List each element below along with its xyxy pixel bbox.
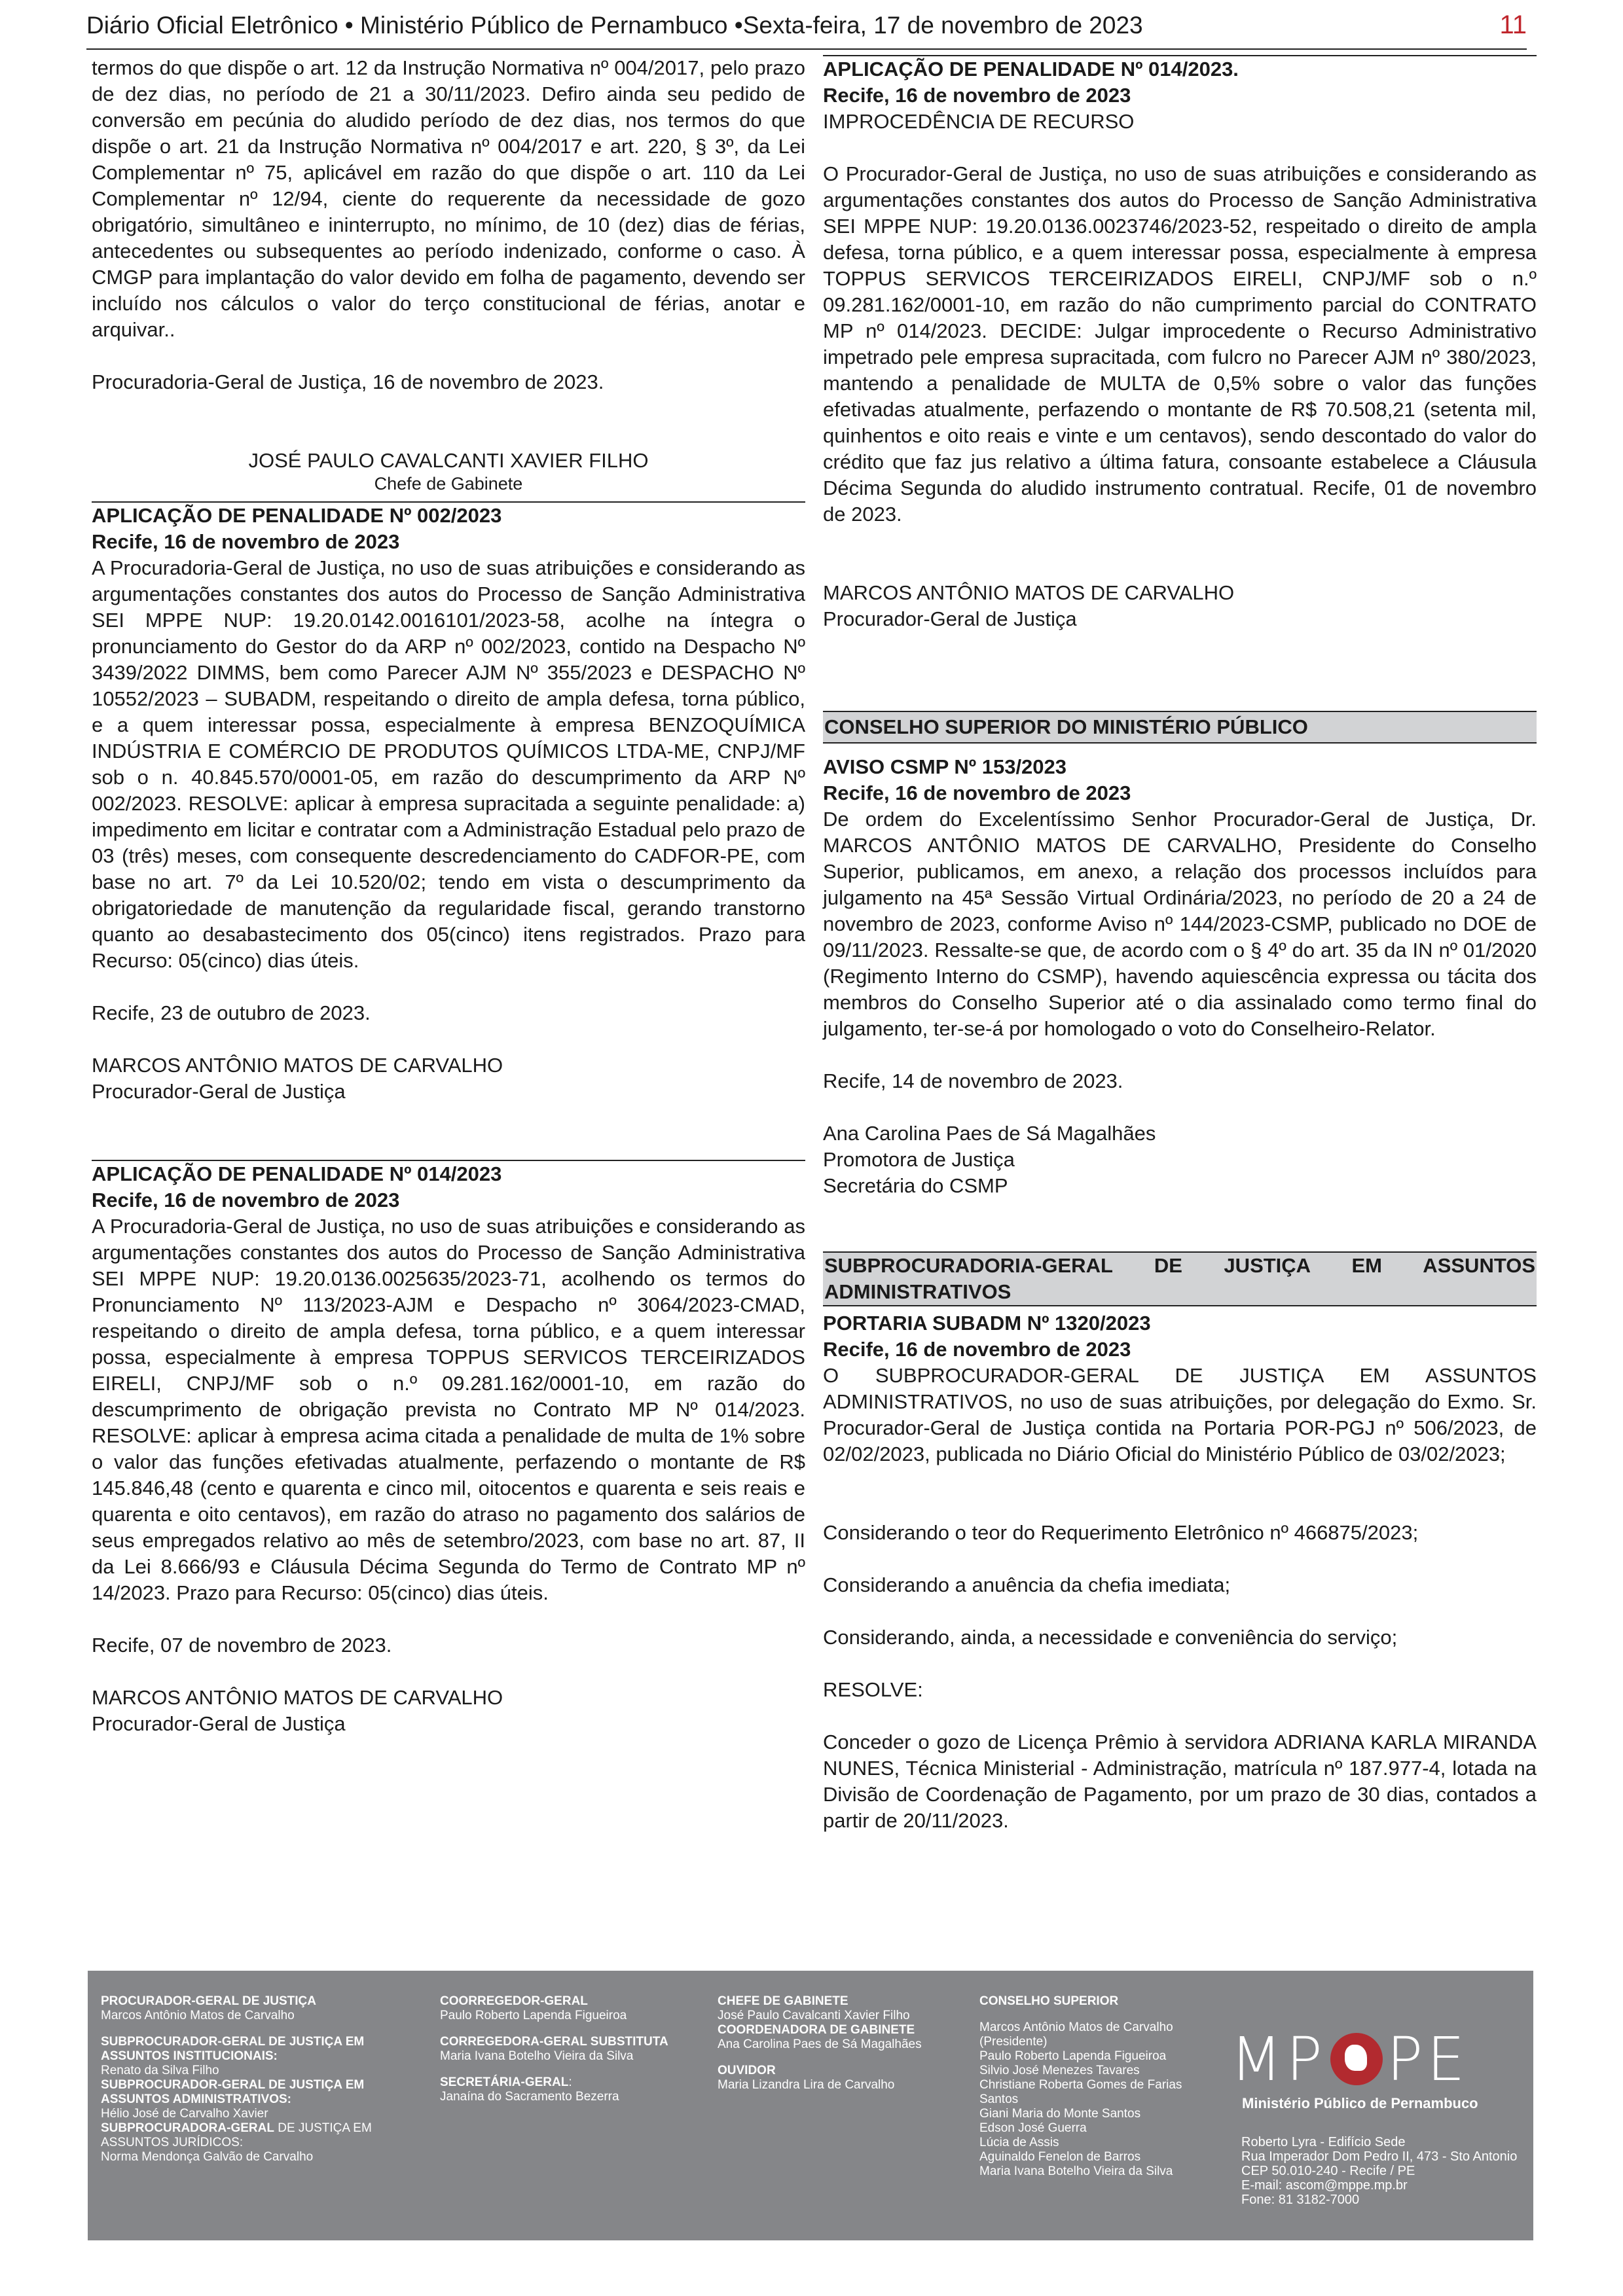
- council-member: Aguinaldo Fenelon de Barros: [979, 2150, 1141, 2164]
- footer-heading: OUVIDOR: [718, 2064, 776, 2077]
- continued-paragraph: termos do que dispõe o art. 12 da Instrução Normativa nº 004/2017, pelo prazo de dez dias, no período de 21 a 30/11/2023. Defiro ainda seu pedido de conversão em pecúnia do aludido período de dez dias, nos termos do que dispõe o art. 21 da Instrução Normativa nº 004/2017 e art. 220, § 3º, da Lei Complementar nº 75, aplicável em razão do que dispõe o art. 110 da Lei Complementar nº 12/94, ciente do requerente da necessidade de gozo obrigatório, simultâneo e ininterrupto, no mínimo, de 10 (dez) dias de férias, antecedentes ou subsequentes ao período indenizado, conforme o caso. À CMGP para implantação do valor devido em folha de pagamento, devendo ser incluído nos cálculos o valor do terço constitucional de férias, anotar e arquivar..: [92, 56, 805, 341]
- signer-name: MARCOS ANTÔNIO MATOS DE CARVALHO: [92, 1686, 503, 1709]
- signer-name: MARCOS ANTÔNIO MATOS DE CARVALHO: [92, 1054, 503, 1077]
- footer-col-gabinete: [718, 1994, 973, 2092]
- footer-col-pgj: [101, 1994, 428, 2164]
- footer-value: José Paulo Cavalcanti Xavier Filho: [718, 2009, 910, 2022]
- council-member: Giani Maria do Monte Santos: [979, 2107, 1141, 2121]
- footer-heading: ASSUNTOS ADMINISTRATIVOS:: [101, 2092, 291, 2106]
- section-header-subadm: SUBPROCURADORIA-GERAL DE JUSTIÇA EM ASSUNTOS ADMINISTRATIVOS: [823, 1251, 1537, 1306]
- footer-heading: PROCURADOR-GERAL DE JUSTIÇA: [101, 1994, 317, 2008]
- act-date: Recife, 16 de novembro de 2023: [823, 84, 1131, 107]
- footer-heading: CORREGEDORA-GERAL SUBSTITUTA: [440, 2035, 668, 2049]
- footer-heading-rest: :: [568, 2075, 572, 2089]
- act-title: APLICAÇÃO DE PENALIDADE Nº 014/2023: [92, 1162, 502, 1185]
- footer-value: Maria Ivana Botelho Vieira da Silva: [440, 2049, 634, 2063]
- act-body: A Procuradoria-Geral de Justiça, no uso de suas atribuições e considerando as argumentações constantes dos autos do Processo de Sanção Administrativa SEI MPPE NUP: 19.20.0142.0016101/2023-58, acolhe na íntegra o pronunciamento do Gestor do da ARP nº 002/2023, contido na Despacho Nº 3439/2022 DIMMS, bem como Parecer AJM Nº 355/2023 e DESPACHO Nº 10552/2023 – SUBADM, respeitando o direito de ampla defesa, torna público, e a quem interessar possa, especialmente à empresa BENZOQUÍMICA INDÚSTRIA E COMÉRCIO DE PRODUTOS QUÍMICOS LTDA-ME, CNPJ/MF sob o n. 40.845.570/0001-05, em razão do descumprimento da ARP Nº 002/2023. RESOLVE: aplicar à empresa supracitada a seguinte penalidade: a) impedimento em licitar e contratar com a Administração Estadual pelo prazo de 03 (três) meses, com consequente descredenciamento do CADFOR-PE, com base no art. 7º da Lei 10.520/02; tendo em vista o descumprimento da obrigatoriedade de manutenção da regularidade fiscal, gerando transtorno quanto ao desabastecimento dos 05(cinco) itens registrados. Prazo para Recurso: 05(cinco) dias úteis.: [92, 556, 805, 972]
- publication-title: Diário Oficial Eletrônico • Ministério Público de Pernambuco •Sexta-feira, 17 de novembro de 2023: [86, 12, 1143, 39]
- signer-role: Procurador-Geral de Justiça: [92, 1080, 346, 1103]
- signer-role: Procurador-Geral de Justiça: [92, 1712, 346, 1735]
- council-member: Silvio José Menezes Tavares: [979, 2064, 1140, 2077]
- footer-value: Hélio José de Carvalho Xavier: [101, 2107, 268, 2121]
- act-body: De ordem do Excelentíssimo Senhor Procurador-Geral de Justiça, Dr. MARCOS ANTÔNIO MATOS DE CARVALHO, Presidente do Conselho Superior, publicamos, em anexo, a relação dos processos incluídos para julgamento na 45ª Sessão Virtual Ordinária/2023, no período de 20 a 24 de novembro de 2023, conforme Aviso nº 144/2023-CSMP, publicado no DOE de 09/11/2023. Ressalte-se que, de acordo com o § 4º do art. 35 da IN nº 01/2020 (Regimento Interno do CSMP), havendo aquiescência expressa ou tácita dos membros do Conselho Superior até o dia assinalado como termo final do julgamento, ter-se-á por homologado o voto do Conselheiro-Relator.: [823, 808, 1537, 1040]
- council-member: Maria Ivana Botelho Vieira da Silva: [979, 2164, 1173, 2178]
- signer-role: Promotora de Justiça: [823, 1148, 1015, 1171]
- signer-name: MARCOS ANTÔNIO MATOS DE CARVALHO: [823, 581, 1235, 604]
- address-line: Rua Imperador Dom Pedro II, 473 - Sto Antonio: [1241, 2149, 1518, 2164]
- footer-value: Norma Mendonça Galvão de Carvalho: [101, 2150, 314, 2164]
- logo-text-pe: PE: [1386, 2024, 1469, 2094]
- act-subtitle: IMPROCEDÊNCIA DE RECURSO: [823, 110, 1135, 133]
- place-date: Procuradoria-Geral de Justiça, 16 de novembro de 2023.: [92, 370, 604, 393]
- footer-heading-rest: DE JUSTIÇA EM: [274, 2121, 372, 2135]
- right-column: [823, 55, 1537, 1834]
- left-column: [92, 55, 805, 1737]
- mppe-logo: [1230, 2024, 1505, 2112]
- footer-heading: SUBPROCURADOR-GERAL DE JUSTIÇA EM: [101, 2035, 365, 2049]
- footer-heading: COORREGEDOR-GERAL: [440, 1994, 588, 2008]
- section-header-csmp: CONSELHO SUPERIOR DO MINISTÉRIO PÚBLICO: [823, 711, 1537, 744]
- logo-text-mp: MP: [1230, 2024, 1326, 2094]
- place-date: Recife, 14 de novembro de 2023.: [823, 1069, 1123, 1092]
- signer-name: Ana Carolina Paes de Sá Magalhães: [823, 1122, 1156, 1145]
- place-date: Recife, 23 de outubro de 2023.: [92, 1001, 371, 1024]
- council-member: (Presidente): [979, 2035, 1048, 2049]
- council-member: Christiane Roberta Gomes de Farias: [979, 2078, 1182, 2092]
- page-header: [86, 9, 1527, 50]
- council-member: Santos: [979, 2092, 1019, 2106]
- act-title: APLICAÇÃO DE PENALIDADE Nº 014/2023.: [823, 58, 1239, 81]
- council-member: Lúcia de Assis: [979, 2136, 1059, 2149]
- signer-name: JOSÉ PAULO CAVALCANTI XAVIER FILHO: [248, 449, 649, 472]
- footer-heading: ASSUNTOS INSTITUCIONAIS:: [101, 2049, 278, 2063]
- footer-value: Janaína do Sacramento Bezerra: [440, 2090, 619, 2104]
- pernambuco-map-icon: [1330, 2033, 1383, 2085]
- footer-heading: CHEFE DE GABINETE: [718, 1994, 848, 2008]
- footer-value: Renato da Silva Filho: [101, 2064, 219, 2077]
- address-line: Fone: 81 3182-7000: [1241, 2193, 1360, 2207]
- act-date: Recife, 16 de novembro de 2023: [823, 781, 1131, 804]
- act-body: A Procuradoria-Geral de Justiça, no uso de suas atribuições e considerando as argumentações constantes dos autos do Processo de Sanção Administrativa SEI MPPE NUP: 19.20.0136.0025635/2023-71, acolhendo os termos do Pronunciamento Nº 113/2023-AJM e Despacho nº 3064/2023-CMAD, respeitando o direito de ampla defesa, torna público, e a quem interessar possa, especialmente à empresa TOPPUS SERVICOS TERCEIRIZADOS EIRELI, CNPJ/MF sob o n.º 09.281.162/0001-10, em razão do descumprimento de obrigação prevista no Contrato MP Nº 014/2023. RESOLVE: aplicar à empresa acima citada a penalidade de multa de 1% sobre o valor das funções efetivadas atualmente, perfazendo o montante de R$ 145.846,48 (cento e quarenta e cinco mil, oitocentos e quarenta e seis reais e quarenta e oito centavos), em razão do atraso no pagamento dos salários de seus empregados relativo ao mês de setembro/2023, com base no art. 87, II da Lei 8.666/93 e Cláusula Décima Segunda do Termo de Contrato MP nº 14/2023. Prazo para Recurso: 05(cinco) dias úteis.: [92, 1215, 805, 1604]
- act-body: RESOLVE:: [823, 1678, 923, 1701]
- place-date: Recife, 07 de novembro de 2023.: [92, 1634, 392, 1657]
- footer-value: Ana Carolina Paes de Sá Magalhães: [718, 2037, 922, 2051]
- email-link[interactable]: E-mail: ascom@mppe.mp.br: [1241, 2178, 1408, 2193]
- signer-role: Chefe de Gabinete: [374, 474, 523, 493]
- footer-col-conselho: [979, 1994, 1222, 2179]
- page-footer: [88, 1971, 1533, 2240]
- act-body: Considerando o teor do Requerimento Eletrônico nº 466875/2023;: [823, 1521, 1419, 1544]
- act-body: O Procurador-Geral de Justiça, no uso de suas atribuições e considerando as argumentações constantes dos autos do Processo de Sanção Administrativa SEI MPPE NUP: 19.20.0136.0023746/2023-52, respeitado o direito de ampla defesa, torna público, e a quem interessar possa, especialmente à empresa TOPPUS SERVICOS TERCEIRIZADOS EIRELI, CNPJ/MF sob o n.º 09.281.162/0001-10, em razão do não cumprimento parcial do CONTRATO MP nº 014/2023. DECIDE: Julgar improcedente o Recurso Administrativo impetrado pele empresa supracitada, com fulcro no Parecer AJM nº 380/2023, mantendo a penalidade de MULTA de 0,5% sobre o valor das funções efetivadas atualmente, perfazendo o montante de R$ 70.508,21 (setenta mil, quinhentos e oito reais e vinte e um centavos), sendo descontado do valor do crédito que faz jus relativo a última fatura, consoante estabelece a Cláusula Décima Segunda do aludido instrumento contratual. Recife, 01 de novembro de 2023.: [823, 162, 1537, 526]
- act-body: Considerando a anuência da chefia imediata;: [823, 1573, 1231, 1596]
- footer-heading: CONSELHO SUPERIOR: [979, 1994, 1119, 2008]
- council-member: Paulo Roberto Lapenda Figueiroa: [979, 2049, 1167, 2063]
- footer-value: Paulo Roberto Lapenda Figueiroa: [440, 2009, 627, 2022]
- council-member: Marcos Antônio Matos de Carvalho: [979, 2020, 1173, 2034]
- page-number: 11: [1499, 10, 1527, 39]
- act-body: Considerando, ainda, a necessidade e conveniência do serviço;: [823, 1626, 1398, 1649]
- footer-heading: SUBPROCURADOR-GERAL DE JUSTIÇA EM: [101, 2078, 365, 2092]
- act-title: AVISO CSMP Nº 153/2023: [823, 755, 1067, 778]
- act-body: O SUBPROCURADOR-GERAL DE JUSTIÇA EM ASSUNTOS ADMINISTRATIVOS, no uso de suas atribuições, por delegação do Exmo. Sr. Procurador-Geral de Justiça contida na Portaria POR-PGJ nº 506/2023, de 02/02/2023, publicada no Diário Oficial do Ministério Público de 03/02/2023;: [823, 1364, 1537, 1465]
- act-date: Recife, 16 de novembro de 2023: [92, 530, 400, 553]
- footer-heading: SUBPROCURADORA-GERAL: [101, 2121, 274, 2135]
- footer-heading: SECRETÁRIA-GERAL: [440, 2075, 569, 2089]
- address-line: Roberto Lyra - Edifício Sede: [1241, 2135, 1406, 2149]
- footer-address: [1241, 2135, 1517, 2207]
- signer-role: Secretária do CSMP: [823, 1174, 1008, 1197]
- signer-role: Procurador-Geral de Justiça: [823, 607, 1077, 630]
- footer-heading: COORDENADORA DE GABINETE: [718, 2023, 915, 2037]
- act-title: PORTARIA SUBADM Nº 1320/2023: [823, 1312, 1151, 1335]
- footer-value: Maria Lizandra Lira de Carvalho: [718, 2078, 895, 2092]
- footer-heading: ASSUNTOS JURÍDICOS:: [101, 2136, 244, 2149]
- logo-institution-name: Ministério Público de Pernambuco: [1242, 2095, 1478, 2111]
- footer-value: Marcos Antônio Matos de Carvalho: [101, 2009, 295, 2022]
- act-date: Recife, 16 de novembro de 2023: [92, 1189, 400, 1211]
- address-line: CEP 50.010-240 - Recife / PE: [1241, 2164, 1415, 2178]
- act-title: APLICAÇÃO DE PENALIDADE Nº 002/2023: [92, 504, 502, 527]
- act-date: Recife, 16 de novembro de 2023: [823, 1338, 1131, 1361]
- footer-col-corregedoria: [440, 1994, 702, 2104]
- council-member: Edson José Guerra: [979, 2121, 1087, 2135]
- act-body: Conceder o gozo de Licença Prêmio à servidora ADRIANA KARLA MIRANDA NUNES, Técnica Ministerial - Administração, matrícula nº 187.977-4, lotada na Divisão de Coordenação de Pagamento, por um prazo de 30 dias, contados a partir de 20/11/2023.: [823, 1731, 1537, 1832]
